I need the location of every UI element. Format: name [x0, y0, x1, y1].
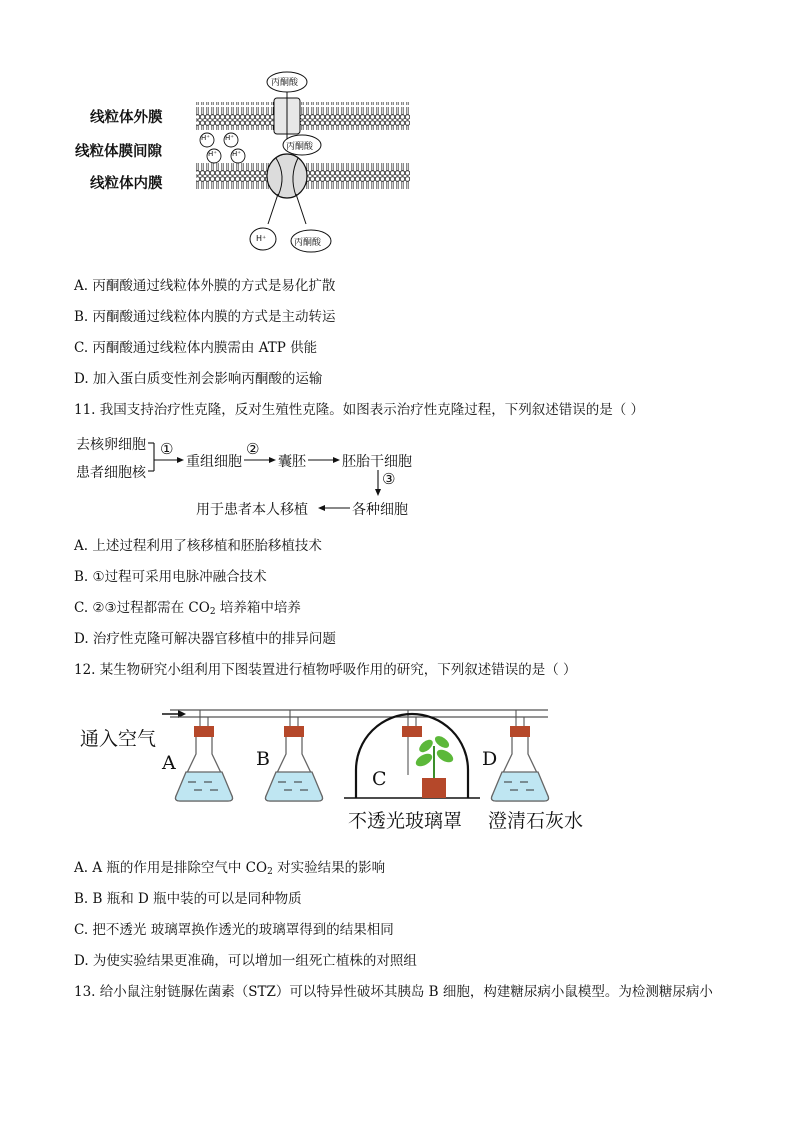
- q11-option-c: [74, 599, 301, 621]
- q11-option-b: B. ①过程可采用电脉冲融合技术: [74, 569, 267, 585]
- apparatus-drawing: [74, 700, 604, 832]
- label-outer-membrane: 线粒体外膜: [90, 110, 163, 126]
- mitochondria-figure: [70, 64, 420, 260]
- q12-option-b: B. B 瓶和 D 瓶中装的可以是同种物质: [74, 891, 302, 907]
- q11-option-d: D. 治疗性克隆可解决器官移植中的排异问题: [74, 631, 336, 647]
- q12-option-d: D. 为使实验结果更准确，可以增加一组死亡植株的对照组: [74, 953, 417, 969]
- q12-option-a-subscript: 2: [267, 867, 273, 877]
- flask-d-label: D: [482, 748, 498, 770]
- pyruvate-label-top: 丙酮酸: [271, 78, 299, 88]
- q10-option-b: B. 丙酮酸通过线粒体内膜的方式是主动转运: [74, 309, 336, 325]
- label-inner-membrane: 线粒体内膜: [90, 176, 163, 192]
- q11-stem: 11. 我国支持治疗性克隆，反对生殖性克隆。如图表示治疗性克隆过程，下列叙述错误的是（ ）: [74, 402, 645, 418]
- pyruvate-label-middle: 丙酮酸: [286, 142, 314, 152]
- flow-blastocyst: 囊胚: [278, 454, 306, 470]
- flow-various-cells: 各种细胞: [352, 502, 408, 518]
- flask-b-label: B: [256, 748, 270, 770]
- air-inlet-label: 通入空气: [80, 728, 157, 750]
- flow-transplant: 用于患者本人移植: [196, 502, 308, 518]
- proton-label-1: H⁺: [201, 134, 210, 142]
- q12-option-c: C. 把不透光 玻璃罩换作透光的玻璃罩得到的结果相同: [74, 922, 394, 938]
- q11-option-a: A. 上述过程利用了核移植和胚胎移植技术: [74, 538, 322, 554]
- flow-enucleated-egg: 去核卵细胞: [76, 437, 146, 453]
- limewater-label: 澄清石灰水: [488, 810, 584, 832]
- q10-option-c: C. 丙酮酸通过线粒体内膜需由 ATP 供能: [74, 340, 318, 356]
- q12-option-a-text: A. A 瓶的作用是排除空气中 CO: [74, 860, 268, 876]
- q11-option-c-text: C. ②③过程都需在 CO: [74, 600, 210, 616]
- membrane-diagram: [190, 64, 420, 260]
- flow-step-2: ②: [246, 440, 260, 458]
- proton-label-2: H⁺: [225, 134, 234, 142]
- pyruvate-label-bottom: 丙酮酸: [294, 238, 322, 248]
- flow-step-1: ①: [160, 440, 174, 458]
- proton-label-bottom: H⁺: [256, 234, 267, 243]
- flow-reconstructed-cell: 重组细胞: [186, 454, 242, 470]
- q13-stem: 13. 给小鼠注射链脲佐菌素（STZ）可以特异性破坏其胰岛 B 细胞，构建糖尿病小鼠模型。为检测糖尿病小: [74, 984, 713, 1000]
- flow-embryonic-stem-cell: 胚胎干细胞: [342, 454, 412, 470]
- proton-label-3: H⁺: [208, 150, 217, 158]
- q12-option-a-text-end: 对实验结果的影响: [272, 860, 386, 876]
- respiration-apparatus: [74, 700, 604, 832]
- q12-option-a: [74, 859, 385, 881]
- flask-a-label: A: [162, 752, 176, 774]
- flow-patient-nucleus: 患者细胞核: [76, 465, 146, 481]
- flow-arrows: [74, 430, 434, 522]
- q11-option-c-text-end: 培养箱中培养: [215, 600, 301, 616]
- label-intermembrane-space: 线粒体膜间隙: [75, 144, 162, 160]
- flow-step-3: ③: [382, 470, 396, 488]
- cloning-flowchart: [74, 430, 434, 522]
- chamber-c-label: C: [372, 768, 387, 790]
- opaque-cover-label: 不透光玻璃罩: [348, 810, 463, 832]
- q10-option-d: D. 加入蛋白质变性剂会影响丙酮酸的运输: [74, 371, 323, 387]
- q12-stem: 12. 某生物研究小组利用下图装置进行植物呼吸作用的研究，下列叙述错误的是（ ）: [74, 662, 577, 678]
- q11-option-c-subscript: 2: [209, 607, 216, 617]
- proton-label-4: H⁺: [232, 150, 241, 158]
- q10-option-a: A. 丙酮酸通过线粒体外膜的方式是易化扩散: [74, 278, 336, 294]
